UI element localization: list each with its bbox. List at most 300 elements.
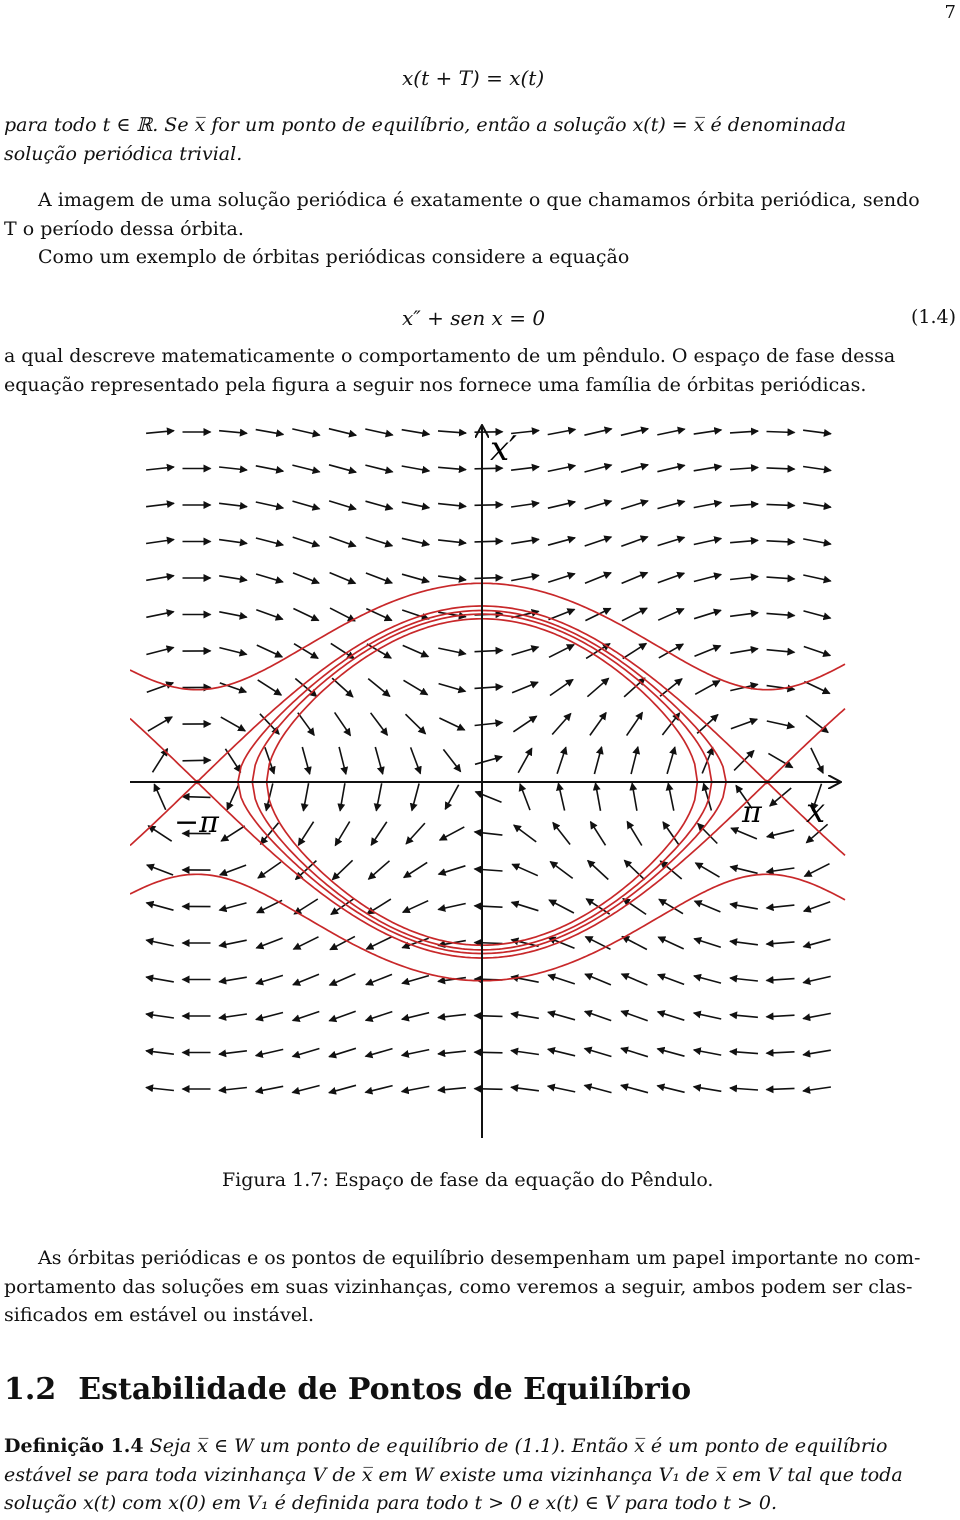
field-arrow xyxy=(412,784,419,811)
field-arrow xyxy=(658,1049,685,1056)
field-arrow xyxy=(220,903,247,910)
field-arrow xyxy=(256,502,283,508)
field-arrow xyxy=(658,975,684,985)
field-arrow xyxy=(438,648,465,654)
field-arrow xyxy=(146,576,174,581)
field-arrow xyxy=(624,678,645,697)
paragraph-line: A imagem de uma solução periódica é exatamente o que chamamos órbita periódica, sendo xyxy=(38,189,920,211)
field-arrow xyxy=(767,1088,795,1089)
field-arrow xyxy=(657,465,684,471)
field-arrow xyxy=(767,942,795,944)
field-arrow xyxy=(258,862,281,878)
field-arrow xyxy=(366,573,392,583)
field-arrow xyxy=(438,431,466,433)
field-arrow xyxy=(369,861,390,879)
field-arrow xyxy=(411,747,421,773)
field-arrow xyxy=(221,826,245,841)
field-arrow xyxy=(402,1050,429,1056)
field-arrow xyxy=(147,865,173,875)
field-arrow xyxy=(694,1087,722,1092)
field-arrow xyxy=(402,538,429,544)
field-arrow xyxy=(339,747,346,774)
field-arrow xyxy=(518,748,532,773)
pendulum-equation: x″ + sen x = 0 xyxy=(402,306,546,330)
field-arrow xyxy=(260,714,279,734)
field-arrow xyxy=(257,645,282,657)
field-arrow xyxy=(694,1050,721,1055)
field-arrow xyxy=(659,644,683,658)
field-arrow xyxy=(767,504,795,505)
field-arrow xyxy=(183,797,211,798)
field-arrow xyxy=(585,573,611,583)
field-arrow xyxy=(804,902,830,911)
field-arrow xyxy=(294,937,319,949)
field-arrow xyxy=(366,937,391,949)
field-arrow xyxy=(406,823,425,844)
field-arrow xyxy=(657,1086,684,1093)
field-arrow xyxy=(438,540,466,543)
field-arrow xyxy=(803,539,831,544)
y-axis-label: x′ xyxy=(490,429,517,469)
field-arrow xyxy=(402,976,429,984)
field-arrow xyxy=(366,1012,393,1021)
field-arrow xyxy=(548,502,575,508)
field-arrow xyxy=(658,501,685,508)
field-arrow xyxy=(622,974,648,985)
field-arrow xyxy=(552,714,571,735)
field-arrow xyxy=(697,715,718,734)
field-arrow xyxy=(621,537,647,546)
field-arrow xyxy=(767,577,795,579)
field-arrow xyxy=(475,1089,503,1090)
field-arrow xyxy=(475,757,502,765)
field-arrow xyxy=(227,784,239,809)
field-arrow xyxy=(402,466,430,471)
field-arrow xyxy=(293,501,320,509)
field-arrow xyxy=(658,937,683,949)
definition-line-1: para todo t ∈ ℝ. Se x̅ for um ponto de equilíbrio, então a solução x(t) = x̅ é denominada xyxy=(4,114,847,136)
field-arrow xyxy=(438,467,466,469)
field-arrow xyxy=(146,1014,174,1018)
pi-label: π xyxy=(742,795,762,830)
direction-field xyxy=(146,429,831,1093)
field-arrow xyxy=(438,1051,466,1054)
field-arrow xyxy=(438,504,466,507)
field-arrow xyxy=(298,822,313,846)
field-arrow xyxy=(668,783,674,810)
field-arrow xyxy=(404,862,427,877)
field-arrow xyxy=(622,937,647,950)
field-arrow xyxy=(557,747,566,774)
field-arrow xyxy=(623,899,646,915)
field-arrow xyxy=(767,468,795,469)
field-arrow xyxy=(731,719,757,729)
field-arrow xyxy=(256,938,282,948)
field-arrow xyxy=(548,429,576,434)
field-arrow xyxy=(332,860,352,879)
field-arrow xyxy=(803,467,831,471)
field-arrow xyxy=(621,429,648,436)
field-arrow xyxy=(805,864,830,877)
field-arrow xyxy=(513,716,536,732)
section-number: 1.2 xyxy=(4,1372,57,1407)
field-arrow xyxy=(256,610,282,620)
paragraph-stability xyxy=(4,1244,958,1330)
field-arrow xyxy=(695,646,721,656)
phase-portrait-figure xyxy=(130,412,850,1147)
neg-pi-label: −π xyxy=(174,805,219,840)
field-arrow xyxy=(402,502,429,508)
field-arrow xyxy=(803,1013,831,1018)
field-arrow xyxy=(293,537,320,546)
field-arrow xyxy=(439,718,464,730)
field-arrow xyxy=(695,901,721,912)
field-arrow xyxy=(335,712,351,735)
field-arrow xyxy=(402,1086,430,1091)
field-arrow xyxy=(475,943,503,944)
field-arrow xyxy=(804,647,830,656)
figure-caption: Figura 1.7: Espaço de fase da equação do Pêndulo. xyxy=(222,1169,714,1191)
field-arrow xyxy=(256,430,284,435)
field-arrow xyxy=(767,650,795,653)
rotating-orbit xyxy=(130,583,845,689)
field-arrow xyxy=(330,974,356,985)
field-arrow xyxy=(730,468,758,470)
field-arrow xyxy=(548,1012,575,1020)
field-arrow xyxy=(475,650,503,651)
field-arrow xyxy=(585,501,612,509)
definition-1-4 xyxy=(4,1432,958,1518)
field-arrow xyxy=(803,976,830,982)
field-arrow xyxy=(585,974,611,985)
field-arrow xyxy=(330,608,355,621)
field-arrow xyxy=(146,1088,174,1091)
field-arrow xyxy=(548,466,575,472)
field-arrow xyxy=(475,1016,503,1017)
field-arrow xyxy=(219,940,246,946)
field-arrow xyxy=(730,1088,758,1090)
field-arrow xyxy=(147,903,174,910)
field-arrow xyxy=(803,1087,831,1091)
field-arrow xyxy=(511,503,539,507)
field-arrow xyxy=(329,1011,355,1021)
field-arrow xyxy=(443,749,460,771)
field-arrow xyxy=(548,975,575,984)
field-arrow xyxy=(730,941,758,945)
field-arrow xyxy=(219,648,246,655)
field-arrow xyxy=(367,644,391,658)
paragraph-periodic-image xyxy=(4,186,958,272)
paragraph-line: As órbitas periódicas e os pontos de equilíbrio desempenham um papel importante no com- xyxy=(38,1247,921,1269)
field-arrow xyxy=(803,430,831,434)
field-arrow xyxy=(376,783,381,810)
field-arrow xyxy=(730,540,758,542)
field-arrow xyxy=(330,573,356,584)
field-arrow xyxy=(475,906,503,907)
field-arrow xyxy=(512,647,539,655)
field-arrow xyxy=(730,1015,758,1018)
paragraph-line: sificados em estável ou instável. xyxy=(4,1304,315,1326)
field-arrow xyxy=(366,1049,393,1057)
field-arrow xyxy=(438,1088,466,1091)
field-arrow xyxy=(585,465,612,472)
field-arrow xyxy=(146,467,174,470)
field-arrow xyxy=(621,501,648,509)
field-arrow xyxy=(767,830,794,837)
field-arrow xyxy=(585,608,610,620)
field-arrow xyxy=(219,576,247,580)
field-arrow xyxy=(622,608,647,621)
field-arrow xyxy=(475,687,503,689)
paragraph-line: T o período dessa órbita. xyxy=(4,217,244,240)
field-arrow xyxy=(335,822,349,846)
field-arrow xyxy=(549,900,574,913)
field-arrow xyxy=(219,977,247,982)
field-arrow xyxy=(365,429,392,435)
field-arrow xyxy=(329,465,356,472)
field-arrow xyxy=(293,609,318,621)
page-number: 7 xyxy=(944,2,956,23)
field-arrow xyxy=(730,978,758,981)
field-arrow xyxy=(586,937,611,950)
field-arrow xyxy=(439,684,466,692)
field-arrow xyxy=(694,575,721,582)
field-arrow xyxy=(475,869,503,871)
field-arrow xyxy=(438,1014,466,1017)
field-arrow xyxy=(265,747,274,773)
field-arrow xyxy=(403,645,429,656)
field-arrow xyxy=(512,864,538,875)
field-arrow xyxy=(694,1013,721,1019)
field-arrow xyxy=(475,832,503,835)
field-arrow xyxy=(292,465,319,472)
paragraph-line: portamento das soluções em suas vizinhanças, como veremos a seguir, ambos podem ser clas- xyxy=(4,1275,913,1298)
field-arrow xyxy=(694,502,722,507)
field-arrow xyxy=(298,713,314,736)
section-heading xyxy=(4,1372,691,1407)
field-arrow xyxy=(594,747,601,774)
field-arrow xyxy=(256,538,283,545)
field-arrow xyxy=(631,747,638,774)
field-arrow xyxy=(511,1051,539,1055)
definition-line-2: solução periódica trivial. xyxy=(4,142,243,165)
field-arrow xyxy=(694,976,721,983)
field-arrow xyxy=(623,643,647,658)
field-arrow xyxy=(146,1051,174,1054)
field-arrow xyxy=(365,1086,392,1093)
field-arrow xyxy=(658,537,685,545)
field-arrow xyxy=(803,575,830,581)
field-arrow xyxy=(511,1087,539,1091)
field-arrow xyxy=(511,539,539,543)
field-arrow xyxy=(371,713,388,735)
field-arrow xyxy=(621,1048,648,1056)
field-arrow xyxy=(256,1013,283,1020)
field-arrow xyxy=(256,574,283,582)
field-arrow xyxy=(146,612,173,618)
field-arrow xyxy=(219,431,247,434)
field-arrow xyxy=(256,1086,283,1091)
field-arrow xyxy=(767,1052,795,1053)
field-arrow xyxy=(303,783,308,811)
field-arrow xyxy=(767,1015,795,1017)
field-arrow xyxy=(730,904,758,909)
field-arrow xyxy=(183,760,211,761)
field-arrow xyxy=(402,1013,429,1020)
field-arrow xyxy=(329,1048,356,1056)
field-arrow xyxy=(803,1050,831,1055)
field-arrow xyxy=(368,679,390,697)
field-arrow xyxy=(550,680,573,696)
field-arrow xyxy=(365,465,392,472)
field-arrow xyxy=(730,649,758,654)
field-arrow xyxy=(730,1051,758,1053)
field-arrow xyxy=(621,1011,647,1021)
field-arrow xyxy=(548,1049,575,1056)
field-arrow xyxy=(146,540,174,544)
field-arrow xyxy=(475,505,503,506)
field-arrow xyxy=(558,783,564,810)
field-arrow xyxy=(585,1011,611,1020)
field-arrow xyxy=(367,899,391,914)
field-arrow xyxy=(331,899,354,915)
field-arrow xyxy=(294,899,318,914)
field-arrow xyxy=(219,1051,247,1054)
field-arrow xyxy=(475,578,503,579)
field-arrow xyxy=(366,501,393,509)
field-arrow xyxy=(730,504,758,506)
field-arrow xyxy=(553,823,570,845)
field-arrow xyxy=(804,939,831,946)
field-arrow xyxy=(694,539,721,545)
field-arrow xyxy=(694,939,721,948)
field-arrow xyxy=(591,822,606,846)
field-arrow xyxy=(520,784,530,810)
field-arrow xyxy=(585,1049,612,1057)
paragraph-pendulum xyxy=(4,342,958,399)
field-arrow xyxy=(438,904,465,910)
field-arrow xyxy=(371,822,387,845)
field-arrow xyxy=(730,431,758,433)
field-arrow xyxy=(627,712,643,735)
field-arrow xyxy=(219,540,247,544)
field-arrow xyxy=(146,431,174,434)
field-arrow xyxy=(148,717,172,731)
definition-continuation xyxy=(4,111,958,168)
field-arrow xyxy=(767,541,795,542)
field-arrow xyxy=(806,716,828,733)
field-arrow xyxy=(329,501,356,509)
field-arrow xyxy=(221,717,245,731)
field-arrow xyxy=(657,429,684,435)
field-arrow xyxy=(590,713,606,736)
field-arrow xyxy=(658,573,684,583)
field-arrow xyxy=(696,863,720,877)
rotating-orbit xyxy=(130,874,845,980)
field-arrow xyxy=(804,682,829,694)
field-arrow xyxy=(375,747,382,774)
field-arrow xyxy=(293,573,319,583)
field-arrow xyxy=(627,822,642,846)
field-arrow xyxy=(329,429,356,436)
field-arrow xyxy=(445,785,458,810)
field-arrow xyxy=(219,503,247,506)
field-arrow xyxy=(549,609,575,619)
field-arrow xyxy=(694,430,722,434)
field-arrow xyxy=(658,1012,685,1020)
field-arrow xyxy=(475,723,503,726)
field-arrow xyxy=(511,575,539,580)
field-arrow xyxy=(632,783,637,811)
field-arrow xyxy=(293,1012,320,1021)
field-arrow xyxy=(219,1014,247,1018)
field-arrow xyxy=(366,974,392,984)
field-arrow xyxy=(292,429,319,435)
definition-line: estável se para toda vizinhança V de x̅ em W existe uma vizinhança V₁ de x̅ em V tal que toda xyxy=(4,1463,903,1486)
field-arrow xyxy=(148,826,171,841)
field-arrow xyxy=(588,861,609,880)
field-arrow xyxy=(548,574,575,583)
field-arrow xyxy=(767,868,795,872)
field-arrow xyxy=(659,899,683,913)
field-arrow xyxy=(767,613,795,615)
separatrix xyxy=(130,606,845,781)
field-arrow xyxy=(514,825,536,842)
paragraph-line: equação representado pela figura a seguir nos fornece uma família de órbitas periódicas. xyxy=(4,373,867,396)
field-arrow xyxy=(767,979,795,981)
paragraph-line: a qual descreve matematicamente o comportamento de um pêndulo. O espaço de fase dessa xyxy=(4,345,896,367)
field-arrow xyxy=(219,467,247,470)
paragraph-line: Como um exemplo de órbitas periódicas considere a equação xyxy=(38,246,630,268)
field-arrow xyxy=(512,902,539,910)
field-arrow xyxy=(154,784,165,810)
field-arrow xyxy=(219,612,246,617)
field-arrow xyxy=(329,537,355,546)
field-arrow xyxy=(146,648,173,655)
field-arrow xyxy=(258,680,282,695)
field-arrow xyxy=(402,574,429,582)
field-arrow xyxy=(404,680,428,694)
field-arrow xyxy=(548,538,575,545)
field-arrow xyxy=(146,977,174,982)
field-arrow xyxy=(767,721,794,727)
field-arrow xyxy=(767,905,795,908)
field-arrow xyxy=(730,613,758,617)
field-arrow xyxy=(622,573,648,584)
field-arrow xyxy=(475,1052,503,1053)
field-arrow xyxy=(220,865,246,875)
field-arrow xyxy=(596,783,601,811)
field-arrow xyxy=(146,940,173,946)
field-arrow xyxy=(587,678,608,696)
field-arrow xyxy=(730,577,758,580)
field-arrow xyxy=(256,466,283,471)
field-arrow xyxy=(302,747,309,774)
field-arrow xyxy=(329,1085,356,1092)
field-arrow xyxy=(476,792,502,803)
field-arrow xyxy=(366,537,393,546)
equation-number: (1.4) xyxy=(910,306,956,328)
section-title: Estabilidade de Pontos de Equilíbrio xyxy=(78,1372,692,1407)
field-arrow xyxy=(475,541,503,542)
field-arrow xyxy=(440,827,465,840)
field-arrow xyxy=(803,503,831,507)
field-arrow xyxy=(406,714,426,734)
field-arrow xyxy=(584,429,611,435)
field-arrow xyxy=(439,866,466,874)
field-arrow xyxy=(293,1049,320,1057)
field-arrow xyxy=(694,610,721,618)
